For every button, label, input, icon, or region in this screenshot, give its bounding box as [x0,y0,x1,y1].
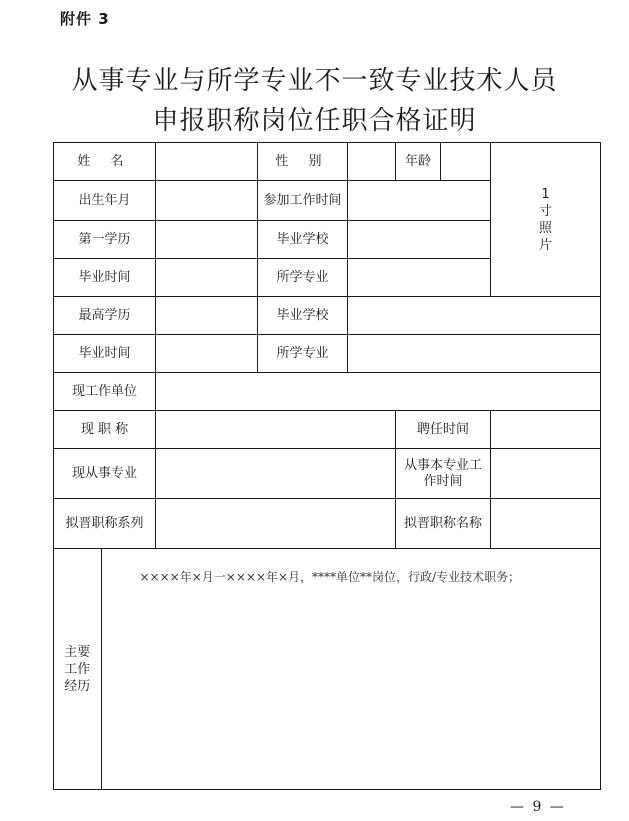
experience-example-text: ××××年×月一××××年×月，****单位**岗位，行政/专业技术职务； [139,570,521,584]
birth-label: 出生年月 [54,181,156,221]
table-row [54,143,601,181]
table-row [54,373,601,411]
major-field-2[interactable] [348,335,601,373]
target-series-label: 拟晋职称系列 [54,499,156,549]
table-row [54,549,601,790]
grad-time-label-1: 毕业时间 [54,259,156,297]
table-row [54,411,601,449]
age-field[interactable] [441,143,491,181]
age-label: 年龄 [396,143,441,181]
target-title-field[interactable] [491,499,601,549]
name-label: 姓 名 [54,143,156,181]
highest-edu-field[interactable] [156,297,258,335]
grad-school-field-1[interactable] [348,221,491,259]
work-start-field[interactable] [348,181,491,221]
major-field-1[interactable] [348,259,491,297]
target-series-field[interactable] [156,499,396,549]
major-work-time-label: 从事本专业工作时间 [396,449,491,499]
current-title-field[interactable] [156,411,396,449]
photo-cell[interactable] [491,143,601,297]
qualification-form-table [53,142,601,790]
first-edu-label: 第一学历 [54,221,156,259]
grad-time-field-2[interactable] [156,335,258,373]
target-title-label: 拟晋职称名称 [396,499,491,549]
table-row [54,499,601,549]
first-edu-field[interactable] [156,221,258,259]
grad-school-field-2[interactable] [348,297,601,335]
hire-time-label: 聘任时间 [396,411,491,449]
grad-time-field-1[interactable] [156,259,258,297]
highest-edu-label: 最高学历 [54,297,156,335]
major-label-2: 所学专业 [258,335,348,373]
grad-school-label-1: 毕业学校 [258,221,348,259]
major-work-time-field[interactable] [491,449,601,499]
table-row [54,449,601,499]
experience-inner-table [54,549,600,789]
current-unit-label: 现工作单位 [54,373,156,411]
document-title-line-1: 从事专业与所学专业不一致专业技术人员 [71,66,558,96]
name-field[interactable] [156,143,258,181]
hire-time-field[interactable] [491,411,601,449]
grad-time-label-2: 毕业时间 [54,335,156,373]
current-title-label: 现 职 称 [54,411,156,449]
current-major-label: 现从事专业 [54,449,156,499]
document-title-line-2: 申报职称岗位任职合格证明 [152,106,477,136]
table-row [54,297,601,335]
table-row [54,335,601,373]
attachment-label: 附件 3 [60,10,110,28]
work-start-label: 参加工作时间 [258,181,348,221]
gender-label: 性 别 [258,143,348,181]
current-major-field[interactable] [156,449,396,499]
gender-field[interactable] [348,143,396,181]
birth-field[interactable] [156,181,258,221]
photo-label: 1寸照片 [538,186,552,253]
experience-row-cell [54,549,601,790]
current-unit-field[interactable] [156,373,601,411]
experience-label: 主要工作经历 [64,644,91,694]
experience-label-cell [54,549,101,789]
experience-field[interactable] [101,549,600,789]
major-label-1: 所学专业 [258,259,348,297]
page-number: — 9 — [510,799,566,815]
grad-school-label-2: 毕业学校 [258,297,348,335]
